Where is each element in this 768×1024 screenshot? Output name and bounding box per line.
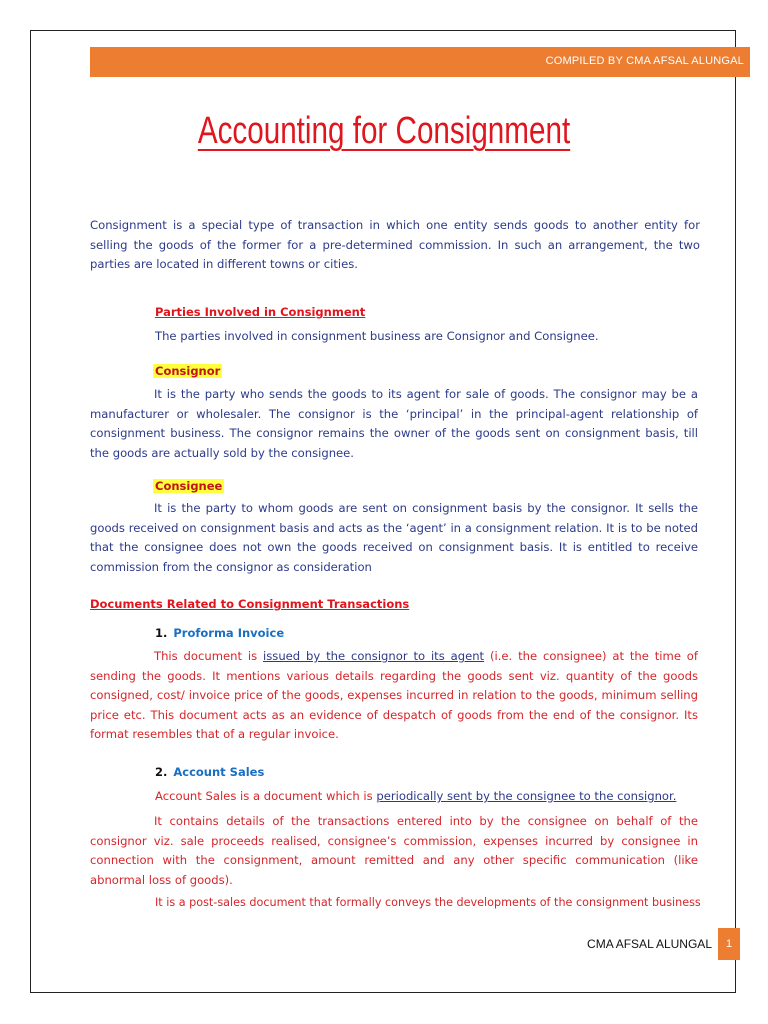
header-compiled-by: COMPILED BY CMA AFSAL ALUNGAL — [545, 55, 744, 67]
doc-item-1-text-before: This document is — [154, 649, 264, 663]
parties-heading: Parties Involved in Consignment — [155, 305, 366, 319]
intro-paragraph: Consignment is a special type of transaction in which one entity sends goods to another entity for selling the goods of the former for a pre-determined commission. In such an arrangement, the two parties are located in different towns or cities. — [90, 218, 700, 271]
parties-text: The parties involved in consignment business are Consignor and Consignee. — [155, 329, 599, 343]
doc-item-2-text — [155, 787, 715, 807]
doc-item-2-title: Account Sales — [173, 765, 265, 779]
doc-item-2-heading — [155, 765, 264, 779]
doc-item-2-text-underlined: periodically sent by the consignee to the consignor. — [376, 789, 677, 803]
footer-name: CMA AFSAL ALUNGAL — [587, 937, 712, 951]
consignor-text: It is the party who sends the goods to its agent for sale of goods. The consignor may be a manufacturer or wholesaler. The consignor is the ‘principal’ in the principal-agent relationship of consignment business. The consignor remains the owner of the goods sent on consignment basis, till the goods are actually sold by the consignee. — [90, 387, 698, 460]
header-bar — [90, 47, 750, 77]
doc-item-2-number: 2. — [155, 765, 168, 779]
doc-item-2-para3: It is a post-sales document that formally conveys the developments of the consignment business — [155, 896, 701, 909]
doc-item-2-text-before: Account Sales is a document which is — [155, 789, 377, 803]
page-number: 1 — [718, 928, 740, 960]
consignee-heading: Consignee — [155, 479, 223, 493]
documents-heading: Documents Related to Consignment Transactions — [90, 597, 410, 611]
doc-item-2-para2: It contains details of the transactions entered into by the consignee on behalf of the consignor viz. sale proceeds realised, consignee’s commission, expenses incurred by consignee in connection with the consignment, amount remitted and any other specific communication (like abnormal loss of goods). — [90, 814, 698, 887]
doc-item-1-text-after: (i.e. the consignee) at the time of sending the goods. It mentions various details regarding the goods sent viz. quantity of the goods consigned, cost/ invoice price of the goods, expenses incurred in relation to the goods, minimum selling price etc. This document acts as an evidence of despatch of goods from the end of the consignor. Its format resembles that of a regular invoice. — [90, 649, 698, 741]
doc-item-1-number: 1. — [155, 626, 168, 640]
consignee-text: It is the party to whom goods are sent on consignment basis by the consignor. It sells the goods received on consignment basis and acts as the ‘agent’ in a consignment relation. It is to be noted that the consignee does not own the goods received on consignment basis. It is entitled to receive commission from the consignor as consideration — [90, 501, 698, 574]
doc-item-1-heading — [155, 626, 284, 640]
document-title: Accounting for Consignment — [197, 110, 571, 152]
consignor-heading: Consignor — [155, 364, 221, 378]
doc-item-1-text-underlined: issued by the consignor to its agent — [263, 649, 485, 663]
doc-item-1-text — [90, 647, 698, 745]
doc-item-1-title: Proforma Invoice — [173, 626, 285, 640]
